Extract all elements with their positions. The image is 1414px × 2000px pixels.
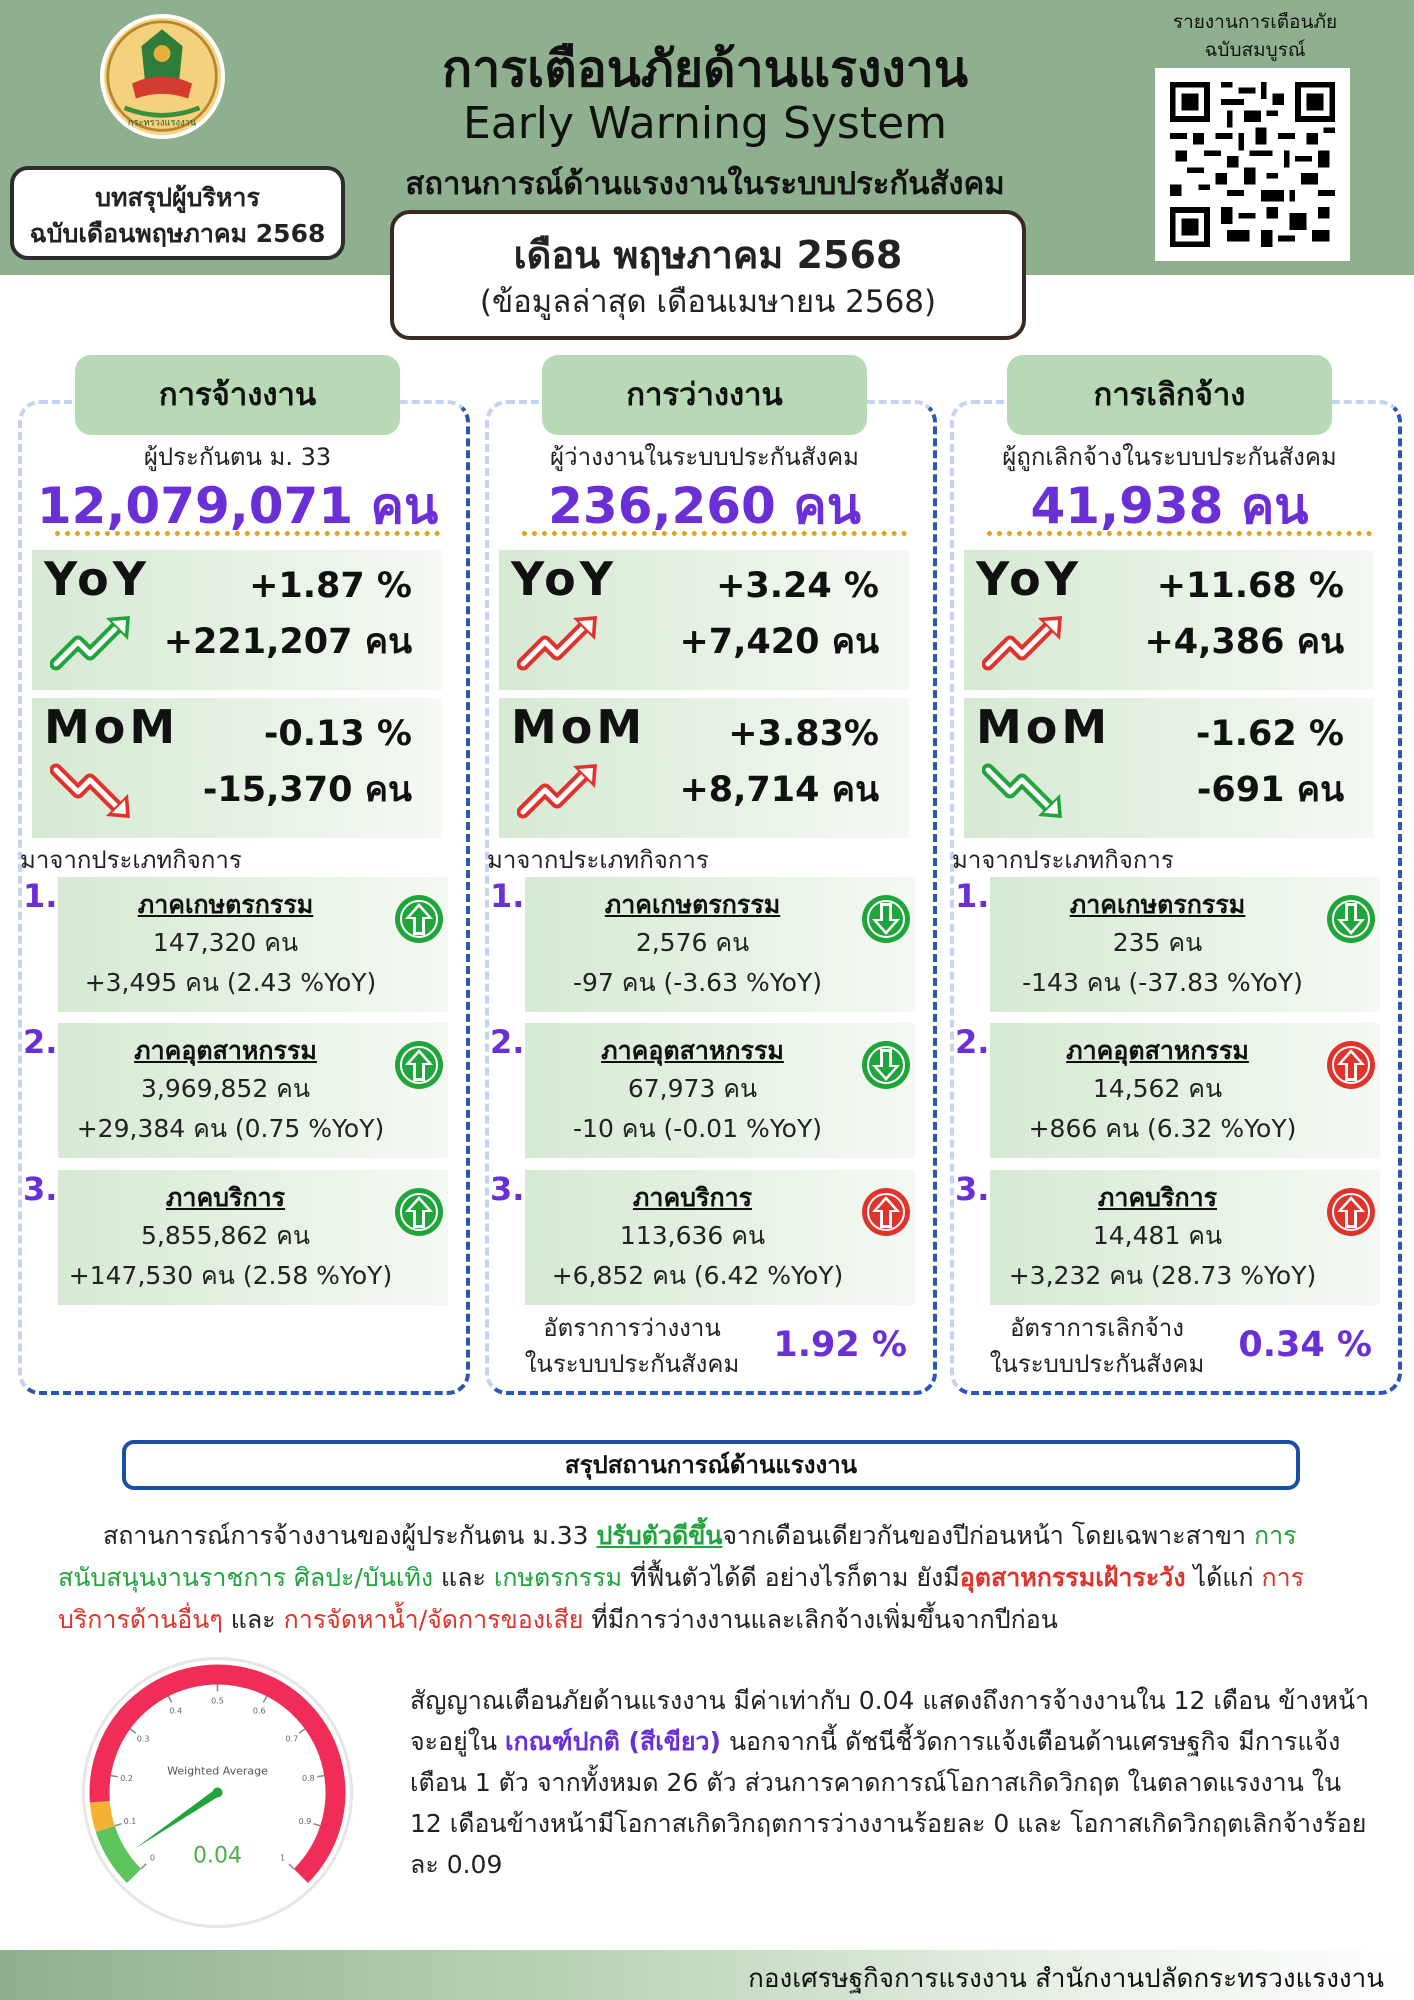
rate-label — [512, 1310, 752, 1382]
footer — [0, 1950, 1414, 2000]
industry-value: 14,481 คน — [1092, 1221, 1223, 1250]
yoy-stat — [499, 550, 909, 690]
column-total: 236,260 คน — [548, 477, 861, 535]
industry-change: -143 คน (-37.83 %YoY) — [1022, 968, 1303, 997]
industry-card — [955, 1023, 1380, 1158]
indicator-column — [477, 355, 932, 1395]
mom-count: +8,714 คน — [679, 770, 879, 810]
industry-change: +6,852 คน (6.42 %YoY) — [551, 1261, 844, 1290]
industry-rank: 2. — [955, 1023, 990, 1061]
gauge-needle-hub — [213, 1788, 223, 1798]
mom-label: MoM — [511, 700, 647, 754]
gauge-tick-label: 0.9 — [298, 1816, 312, 1826]
column-tab: การเลิกจ้าง — [1007, 355, 1332, 435]
arrow-down-circle-icon — [1325, 893, 1377, 945]
industry-section-label: มาจากประเภทกิจการ — [20, 846, 242, 874]
column-sublabel: ผู้ว่างงานในระบบประกันสังคม — [550, 443, 859, 471]
industry-name: ภาคเกษตรกรรม — [137, 890, 314, 919]
rate-label-line-1: อัตราการว่างงาน — [543, 1314, 721, 1342]
rate-label-line-2: ในระบบประกันสังคม — [989, 1350, 1205, 1378]
industry-change: +3,495 คน (2.43 %YoY) — [84, 968, 377, 997]
rate-value: 0.34 % — [1238, 1325, 1372, 1365]
industry-rank: 2. — [490, 1023, 525, 1061]
summary-sector-agriculture: เกษตรกรรม — [493, 1563, 623, 1592]
yoy-label: YoY — [44, 552, 150, 606]
industry-rank: 3. — [23, 1170, 58, 1208]
summary-sector-other-services: การบริการด้านอื่นๆ — [58, 1563, 1305, 1634]
yoy-percent: +3.24 % — [716, 566, 879, 606]
industry-name: ภาคบริการ — [1097, 1183, 1218, 1212]
industry-value: 113,636 คน — [619, 1221, 766, 1250]
industry-card — [490, 1170, 915, 1305]
rate-label-line-2: ในระบบประกันสังคม — [524, 1350, 740, 1378]
page-title-english: Early Warning System — [462, 98, 948, 149]
yoy-count: +4,386 คน — [1144, 622, 1344, 662]
summary-paragraph — [58, 1515, 1358, 1641]
summary-highlight-improved: ปรับตัวดีขึ้น — [596, 1521, 723, 1550]
summary-text: จากเดือนเดียวกันของปีก่อนหน้า โดยเฉพาะสาขา — [722, 1521, 1254, 1550]
gauge-tick-label: 0.4 — [169, 1706, 183, 1716]
yoy-label: YoY — [511, 552, 617, 606]
gauge-tick-label: 0.5 — [211, 1696, 224, 1706]
indicator-column — [10, 355, 465, 1395]
rate-label-line-1: อัตราการเลิกจ้าง — [1010, 1314, 1184, 1342]
arrow-up-circle-icon — [393, 1186, 445, 1238]
gauge-tick-label: 0.7 — [285, 1734, 299, 1744]
industry-value: 2,576 คน — [635, 928, 750, 957]
summary-line-1: บทสรุปผู้บริหาร — [95, 183, 260, 212]
mom-count: -691 คน — [1196, 770, 1344, 810]
industry-name: ภาคอุตสาหกรรม — [601, 1036, 784, 1065]
industry-card — [23, 877, 448, 1012]
dotted-divider — [55, 531, 440, 536]
industry-name: ภาคเกษตรกรรม — [1069, 890, 1246, 919]
footer-text: กองเศรษฐกิจการแรงงาน สำนักงานปลัดกระทรวงแรงงาน — [748, 1964, 1384, 1994]
mom-label: MoM — [44, 700, 180, 754]
industry-change: +3,232 คน (28.73 %YoY) — [1008, 1261, 1317, 1290]
industry-value: 3,969,852 คน — [141, 1074, 310, 1103]
mom-stat — [499, 698, 909, 838]
report-month-box — [390, 210, 1026, 340]
data-as-of: (ข้อมูลล่าสุด เดือนเมษายน 2568) — [479, 284, 937, 320]
dotted-divider — [987, 531, 1372, 536]
industry-rank: 1. — [23, 877, 58, 915]
summary-line-2: ฉบับเดือนพฤษภาคม 2568 — [29, 219, 326, 248]
summary-text: ที่มีการว่างงานและเลิกจ้างเพิ่มขึ้นจากปีก่อน — [583, 1605, 1058, 1634]
industry-name: ภาคอุตสาหกรรม — [1066, 1036, 1249, 1065]
industry-change: +29,384 คน (0.75 %YoY) — [76, 1114, 385, 1143]
signal-normal-criteria: เกณฑ์ปกติ (สีเขียว) — [504, 1727, 721, 1756]
arrow-up-circle-icon — [1325, 1186, 1377, 1238]
arrow-up-circle-icon — [393, 893, 445, 945]
industry-change: -97 คน (-3.63 %YoY) — [573, 968, 822, 997]
warning-gauge — [80, 1655, 355, 1930]
mom-count: -15,370 คน — [202, 770, 412, 810]
yoy-percent: +11.68 % — [1156, 566, 1344, 606]
gauge-tick-label: 0.8 — [302, 1774, 315, 1784]
rate-value: 1.92 % — [773, 1325, 907, 1365]
industry-card — [955, 1170, 1380, 1305]
dotted-divider — [522, 531, 907, 536]
industry-value: 67,973 คน — [627, 1074, 758, 1103]
industry-change: -10 คน (-0.01 %YoY) — [573, 1114, 822, 1143]
industry-value: 14,562 คน — [1092, 1074, 1223, 1103]
industry-value: 235 คน — [1112, 928, 1203, 957]
column-total: 12,079,071 คน — [36, 477, 439, 535]
yoy-label: YoY — [976, 552, 1082, 606]
gauge-tick-label: 0.3 — [136, 1734, 150, 1744]
qr-caption-line-2: ฉบับสมบูรณ์ — [1204, 39, 1306, 61]
summary-sector-gov-arts: การสนับสนุนงานราชการ ศิลปะ/บันเทิง — [58, 1521, 1297, 1592]
summary-text: ได้แก่ — [1185, 1563, 1262, 1592]
industry-name: ภาคอุตสาหกรรม — [134, 1036, 317, 1065]
gauge-band — [100, 1802, 105, 1829]
summary-text: และ — [433, 1563, 494, 1592]
summary-text: สถานการณ์การจ้างงานของผู้ประกันตน ม.33 — [103, 1521, 597, 1550]
qr-code-icon — [1169, 82, 1336, 247]
rate-label — [977, 1310, 1217, 1382]
industry-value: 147,320 คน — [152, 928, 299, 957]
executive-summary-box — [10, 166, 345, 260]
arrow-down-circle-icon — [860, 1039, 912, 1091]
industry-rank: 1. — [955, 877, 990, 915]
mom-label: MoM — [976, 700, 1112, 754]
industry-section-label: มาจากประเภทกิจการ — [952, 846, 1174, 874]
column-tab: การจ้างงาน — [75, 355, 400, 435]
arrow-up-circle-icon — [1325, 1039, 1377, 1091]
gauge-tick-label: 0.1 — [123, 1816, 137, 1826]
industry-rank: 1. — [490, 877, 525, 915]
summary-watch-industries: อุตสาหกรรมเฝ้าระวัง — [959, 1563, 1186, 1592]
industry-value: 5,855,862 คน — [141, 1221, 310, 1250]
industry-change: +866 คน (6.32 %YoY) — [1028, 1114, 1297, 1143]
industry-card — [23, 1170, 448, 1305]
page-title: การเตือนภัยด้านแรงงาน — [441, 40, 969, 98]
column-total: 41,938 คน — [1030, 477, 1309, 535]
industry-card — [955, 877, 1380, 1012]
yoy-stat — [32, 550, 442, 690]
qr-caption — [1150, 8, 1360, 64]
gauge-chart — [80, 1655, 355, 1930]
gauge-tick-label: 0.2 — [120, 1774, 133, 1784]
column-sublabel: ผู้ถูกเลิกจ้างในระบบประกันสังคม — [1002, 443, 1337, 471]
qr-code[interactable] — [1155, 68, 1350, 261]
summary-text: และ — [222, 1605, 284, 1634]
svg-text:กระทรวงแรงงาน: กระทรวงแรงงาน — [127, 117, 197, 129]
mom-percent: -1.62 % — [1195, 714, 1344, 754]
industry-change: +147,530 คน (2.58 %YoY) — [68, 1261, 393, 1290]
industry-name: ภาคบริการ — [632, 1183, 753, 1212]
report-month: เดือน พฤษภาคม 2568 — [513, 233, 903, 277]
industry-rank: 3. — [490, 1170, 525, 1208]
arrow-up-circle-icon — [393, 1039, 445, 1091]
page-subtitle: สถานการณ์ด้านแรงงานในระบบประกันสังคม — [405, 166, 1005, 202]
column-tab: การว่างงาน — [542, 355, 867, 435]
signal-paragraph — [410, 1680, 1370, 1885]
ministry-emblem-icon — [104, 18, 221, 135]
yoy-percent: +1.87 % — [249, 566, 412, 606]
summary-text: ที่ฟื้นตัวได้ดี อย่างไรก็ตาม ยังมี — [622, 1563, 960, 1592]
mom-stat — [32, 698, 442, 838]
arrow-up-circle-icon — [860, 1186, 912, 1238]
mom-percent: -0.13 % — [263, 714, 412, 754]
industry-rank: 2. — [23, 1023, 58, 1061]
signal-text: สัญญาณเตือนภัยด้านแรงงาน มีค่าเท่ากับ 0.04 แสดงถึงการจ้างงานใน 12 เดือน ข้างหน้าจะอยู่ใน — [410, 1686, 1370, 1756]
mom-percent: +3.83% — [728, 714, 879, 754]
indicator-column — [942, 355, 1397, 1395]
gauge-tick-label: 0 — [149, 1853, 155, 1863]
ministry-logo — [100, 14, 225, 139]
yoy-stat — [964, 550, 1374, 690]
gauge-tick-label: 0.6 — [252, 1706, 266, 1716]
gauge-value-label: 0.04 — [193, 1843, 242, 1869]
column-sublabel: ผู้ประกันตน ม. 33 — [143, 443, 332, 471]
summary-sector-water-waste: การจัดหาน้ำ/จัดการของเสีย — [283, 1605, 584, 1634]
industry-section-label: มาจากประเภทกิจการ — [487, 846, 709, 874]
summary-title: สรุปสถานการณ์ด้านแรงงาน — [122, 1440, 1300, 1490]
signal-text: นอกจากนี้ ดัชนีชี้วัดการแจ้งเตือนด้านเศรษฐกิจ มีการแจ้งเตือน 1 ตัว จากทั้งหมด 26 ตัว ส่วนการคาดการณ์โอกาสเกิดวิกฤต ในตลาดแรงงาน ใน 12 เดือนข้างหน้ามีโอกาสเกิดวิกฤตการว่างงานร้อยละ 0 และ โอกาสเกิดวิกฤตเลิกจ้างร้อยละ 0.09 — [410, 1727, 1367, 1879]
industry-rank: 3. — [955, 1170, 990, 1208]
arrow-down-circle-icon — [860, 893, 912, 945]
gauge-tick-label: 1 — [280, 1853, 286, 1863]
industry-name: ภาคบริการ — [165, 1183, 286, 1212]
qr-caption-line-1: รายงานการเตือนภัย — [1172, 11, 1338, 33]
mom-stat — [964, 698, 1374, 838]
industry-card — [490, 877, 915, 1012]
yoy-count: +221,207 คน — [163, 622, 412, 662]
industry-card — [490, 1023, 915, 1158]
gauge-title: Weighted Average — [167, 1764, 268, 1778]
industry-card — [23, 1023, 448, 1158]
yoy-count: +7,420 คน — [679, 622, 879, 662]
industry-name: ภาคเกษตรกรรม — [604, 890, 781, 919]
